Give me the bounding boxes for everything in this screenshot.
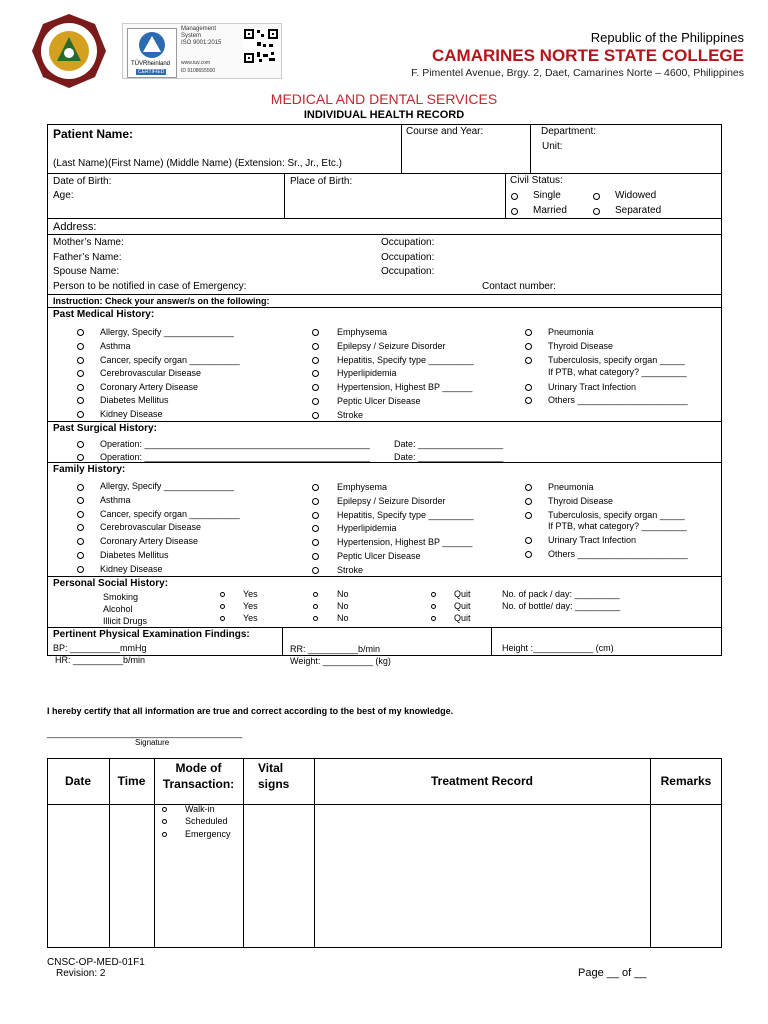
spouse-occupation-label: Occupation: [381,266,435,277]
check-fh-2-7[interactable] [312,567,319,574]
service-title: MEDICAL AND DENTAL SERVICES [270,91,498,107]
past-medical-heading: Past Medical History: [53,309,155,320]
fh-item: Diabetes Mellitus [100,550,169,560]
alcohol-quit: Quit [454,601,471,611]
pm-item: Hyperlipidemia [337,368,397,378]
alcohol-no: No [337,601,349,611]
age-label: Age: [53,190,74,201]
certify-statement: I hereby certify that all information are true and correct according to the best of my knowledge. [47,706,454,716]
exam-rr: RR: __________b/min [290,644,381,654]
iso-id: ID 9108655500 [181,68,216,74]
pm-item: Cerebrovascular Disease [100,368,202,378]
bottles-per-day: No. of bottle/ day: _________ [502,601,621,611]
physical-exam-heading: Pertinent Physical Examination Findings: [53,629,250,640]
drugs-quit: Quit [454,613,471,623]
check-pm-1-5[interactable] [77,384,84,391]
republic-text: Republic of the Philippines [590,30,744,45]
fh-item: Cancer, specify organ __________ [100,509,240,519]
civil-status-label: Civil Status: [510,175,563,186]
surgical-date-2: Date: _________________ [394,452,504,462]
check-fh-2-1[interactable] [312,484,319,491]
fh-item: Coronary Artery Disease [100,536,199,546]
pm-item: Pneumonia [548,327,594,337]
fh-item: Hepatitis, Specify type _________ [337,510,474,520]
check-fh-1-4[interactable] [77,524,84,531]
col-time: Time [117,774,146,788]
pm-item: Cancer, specify organ __________ [100,355,240,365]
check-ps-2[interactable] [77,454,84,461]
check-fh-1-3[interactable] [77,511,84,518]
pm-item: Coronary Artery Disease [100,382,199,392]
fh-item: Hyperlipidemia [337,523,397,533]
mode-scheduled: Scheduled [185,816,228,826]
past-surgical-heading: Past Surgical History: [53,423,157,434]
exam-weight: Weight: __________ (kg) [290,656,391,666]
mode-emergency: Emergency [185,829,231,839]
instruction-text: Instruction: Check your answer/s on the following: [53,296,270,306]
mother-name-label: Mother’s Name: [53,237,124,248]
check-fh-3-6[interactable] [525,551,532,558]
col-date: Date [64,774,91,788]
address-label: Address: [53,221,97,233]
mode-walkin: Walk-in [185,804,215,814]
tuv-certified: CERTIFIED [138,69,165,75]
civil-separated: Separated [615,205,662,216]
pm-item: Others ______________________ [548,395,688,405]
check-fh-2-5[interactable] [312,539,319,546]
check-pm-1-3[interactable] [77,357,84,364]
social-smoking: Smoking [103,592,139,602]
civil-married: Married [533,205,567,216]
fh-item: Cerebrovascular Disease [100,522,202,532]
drugs-no-radio[interactable] [313,616,318,621]
fh-item: Allergy, Specify ______________ [100,481,234,491]
pm-item: Peptic Ulcer Disease [337,396,421,406]
check-fh-2-6[interactable] [312,553,319,560]
fh-item: Peptic Ulcer Disease [337,551,421,561]
check-pm-2-3[interactable] [312,357,319,364]
fh-item: Epilepsy / Seizure Disorder [337,496,446,506]
packs-per-day: No. of pack / day: _________ [502,589,620,599]
mode-scheduled-radio[interactable] [162,819,167,824]
pm-item: Asthma [100,341,131,351]
radio-widowed[interactable] [593,193,600,200]
smoking-no-radio[interactable] [313,592,318,597]
fh-item: Others ______________________ [548,549,688,559]
civil-widowed: Widowed [615,190,657,201]
social-history-heading: Personal Social History: [53,578,169,589]
col-mode: Mode of Transaction: [162,761,235,791]
smoking-no: No [337,589,349,599]
mode-emergency-radio[interactable] [162,832,167,837]
pm-item: Epilepsy / Seizure Disorder [337,341,446,351]
fh-item: Kidney Disease [100,564,163,574]
fh-item: Hypertension, Highest BP ______ [337,537,473,547]
alcohol-no-radio[interactable] [313,604,318,609]
check-pm-2-1[interactable] [312,329,319,336]
father-name-label: Father’s Name: [53,252,122,263]
check-fh-1-1[interactable] [77,484,84,491]
check-ps-1[interactable] [77,441,84,448]
smoking-yes-radio[interactable] [220,592,225,597]
exam-bp: BP: __________mmHg [53,643,147,653]
pm-item: Emphysema [337,327,388,337]
check-pm-1-6[interactable] [77,397,84,404]
tuv-logo [127,28,177,78]
pm-item: Tuberculosis, specify organ _____ [548,355,685,365]
pm-item: If PTB, what category? _________ [548,367,687,377]
form-code: CNSC-OP-MED-01F1 [47,957,145,968]
check-fh-1-5[interactable] [77,538,84,545]
drugs-no: No [337,613,349,623]
surgical-operation-2: Operation: _____________________________________________ [100,452,370,462]
check-pm-1-1[interactable] [77,329,84,336]
fh-item: Asthma [100,495,131,505]
qr-code-icon [243,28,279,64]
emergency-contact-label: Person to be notified in case of Emergency: [53,281,247,292]
iso-certification-badge [122,23,282,79]
pm-item: Diabetes Mellitus [100,395,169,405]
check-pm-1-2[interactable] [77,343,84,350]
check-fh-3-5[interactable] [525,537,532,544]
check-pm-3-5[interactable] [525,384,532,391]
pm-item: Allergy, Specify ______________ [100,327,234,337]
check-fh-2-2[interactable] [312,498,319,505]
mode-walkin-radio[interactable] [162,807,167,812]
fh-item: Stroke [337,565,364,575]
check-fh-3-3[interactable] [525,512,532,519]
course-year-label: Course and Year: [406,126,484,137]
check-fh-1-2[interactable] [77,497,84,504]
drugs-quit-radio[interactable] [431,616,436,621]
check-pm-2-7[interactable] [312,412,319,419]
check-pm-1-4[interactable] [77,370,84,377]
check-pm-3-1[interactable] [525,329,532,336]
check-fh-2-3[interactable] [312,512,319,519]
iso-line-1: Management [181,26,217,32]
check-pm-2-4[interactable] [312,370,319,377]
check-fh-1-7[interactable] [77,566,84,573]
check-fh-2-4[interactable] [312,525,319,532]
radio-separated[interactable] [593,208,600,215]
unit-label: Unit: [542,141,563,152]
check-pm-3-2[interactable] [525,343,532,350]
check-fh-1-6[interactable] [77,552,84,559]
college-name: CAMARINES NORTE STATE COLLEGE [432,46,744,65]
pm-item: Urinary Tract Infection [548,382,637,392]
drugs-yes: Yes [243,613,258,623]
exam-height: Height :____________ (cm) [502,643,614,653]
drugs-yes-radio[interactable] [220,616,225,621]
form-revision: Revision: 2 [56,968,106,979]
college-address: F. Pimentel Avenue, Brgy. 2, Daet, Camarines Norte – 4600, Philippines [411,67,744,79]
alcohol-yes: Yes [243,601,258,611]
contact-number-label: Contact number: [482,281,556,292]
social-alcohol: Alcohol [103,604,133,614]
check-pm-2-5[interactable] [312,384,319,391]
college-seal-logo [31,13,107,89]
father-occupation-label: Occupation: [381,252,435,263]
spouse-name-label: Spouse Name: [53,266,120,277]
check-pm-2-2[interactable] [312,343,319,350]
check-pm-1-7[interactable] [77,411,84,418]
radio-married[interactable] [511,208,518,215]
social-drugs: Illicit Drugs [103,616,148,626]
pm-item: Kidney Disease [100,409,163,419]
iso-line-3: ISO 9001:2015 [181,40,222,46]
mother-occupation-label: Occupation: [381,237,435,248]
family-history-heading: Family History: [53,464,126,475]
patient-name-label: Patient Name: [53,127,134,141]
check-fh-3-1[interactable] [525,484,532,491]
col-treatment-record: Treatment Record [430,774,534,788]
smoking-yes: Yes [243,589,258,599]
check-pm-2-6[interactable] [312,398,319,405]
patient-name-hint: (Last Name)(First Name) (Middle Name) (Extension: Sr., Jr., Etc.) [53,158,342,169]
pob-label: Place of Birth: [290,176,353,187]
tuv-triangle-icon [128,29,176,61]
fh-item: Emphysema [337,482,388,492]
surgical-date-1: Date: _________________ [394,439,504,449]
smoking-quit-radio[interactable] [431,592,436,597]
radio-single[interactable] [511,193,518,200]
department-label: Department: [541,126,597,137]
fh-item: Urinary Tract Infection [548,535,637,545]
alcohol-quit-radio[interactable] [431,604,436,609]
signature-line[interactable]: _______________________________________ [47,728,243,738]
pm-item: Hypertension, Highest BP ______ [337,382,473,392]
iso-site: www.tuv.com [181,60,211,66]
surgical-operation-1: Operation: _____________________________________________ [100,439,370,449]
page-number: Page __ of __ [578,967,647,979]
check-fh-3-2[interactable] [525,498,532,505]
form-title: INDIVIDUAL HEALTH RECORD [303,109,465,121]
signature-label: Signature [135,738,170,747]
civil-single: Single [533,190,561,201]
fh-item: Thyroid Disease [548,496,614,506]
col-remarks: Remarks [660,774,712,788]
fh-item: If PTB, what category? _________ [548,521,687,531]
dob-label: Date of Birth: [53,176,112,187]
pm-item: Stroke [337,410,364,420]
pm-item: Thyroid Disease [548,341,614,351]
col-vital-signs: Vital signs [258,761,290,791]
iso-line-2: System [181,33,202,39]
fh-item: Pneumonia [548,482,594,492]
check-pm-3-6[interactable] [525,397,532,404]
check-pm-3-3[interactable] [525,357,532,364]
smoking-quit: Quit [454,589,471,599]
tuv-brand: TÜVRheinland [131,61,171,67]
alcohol-yes-radio[interactable] [220,604,225,609]
fh-item: Tuberculosis, specify organ _____ [548,510,685,520]
exam-hr: HR: __________b/min [55,655,146,665]
pm-item: Hepatitis, Specify type _________ [337,355,474,365]
